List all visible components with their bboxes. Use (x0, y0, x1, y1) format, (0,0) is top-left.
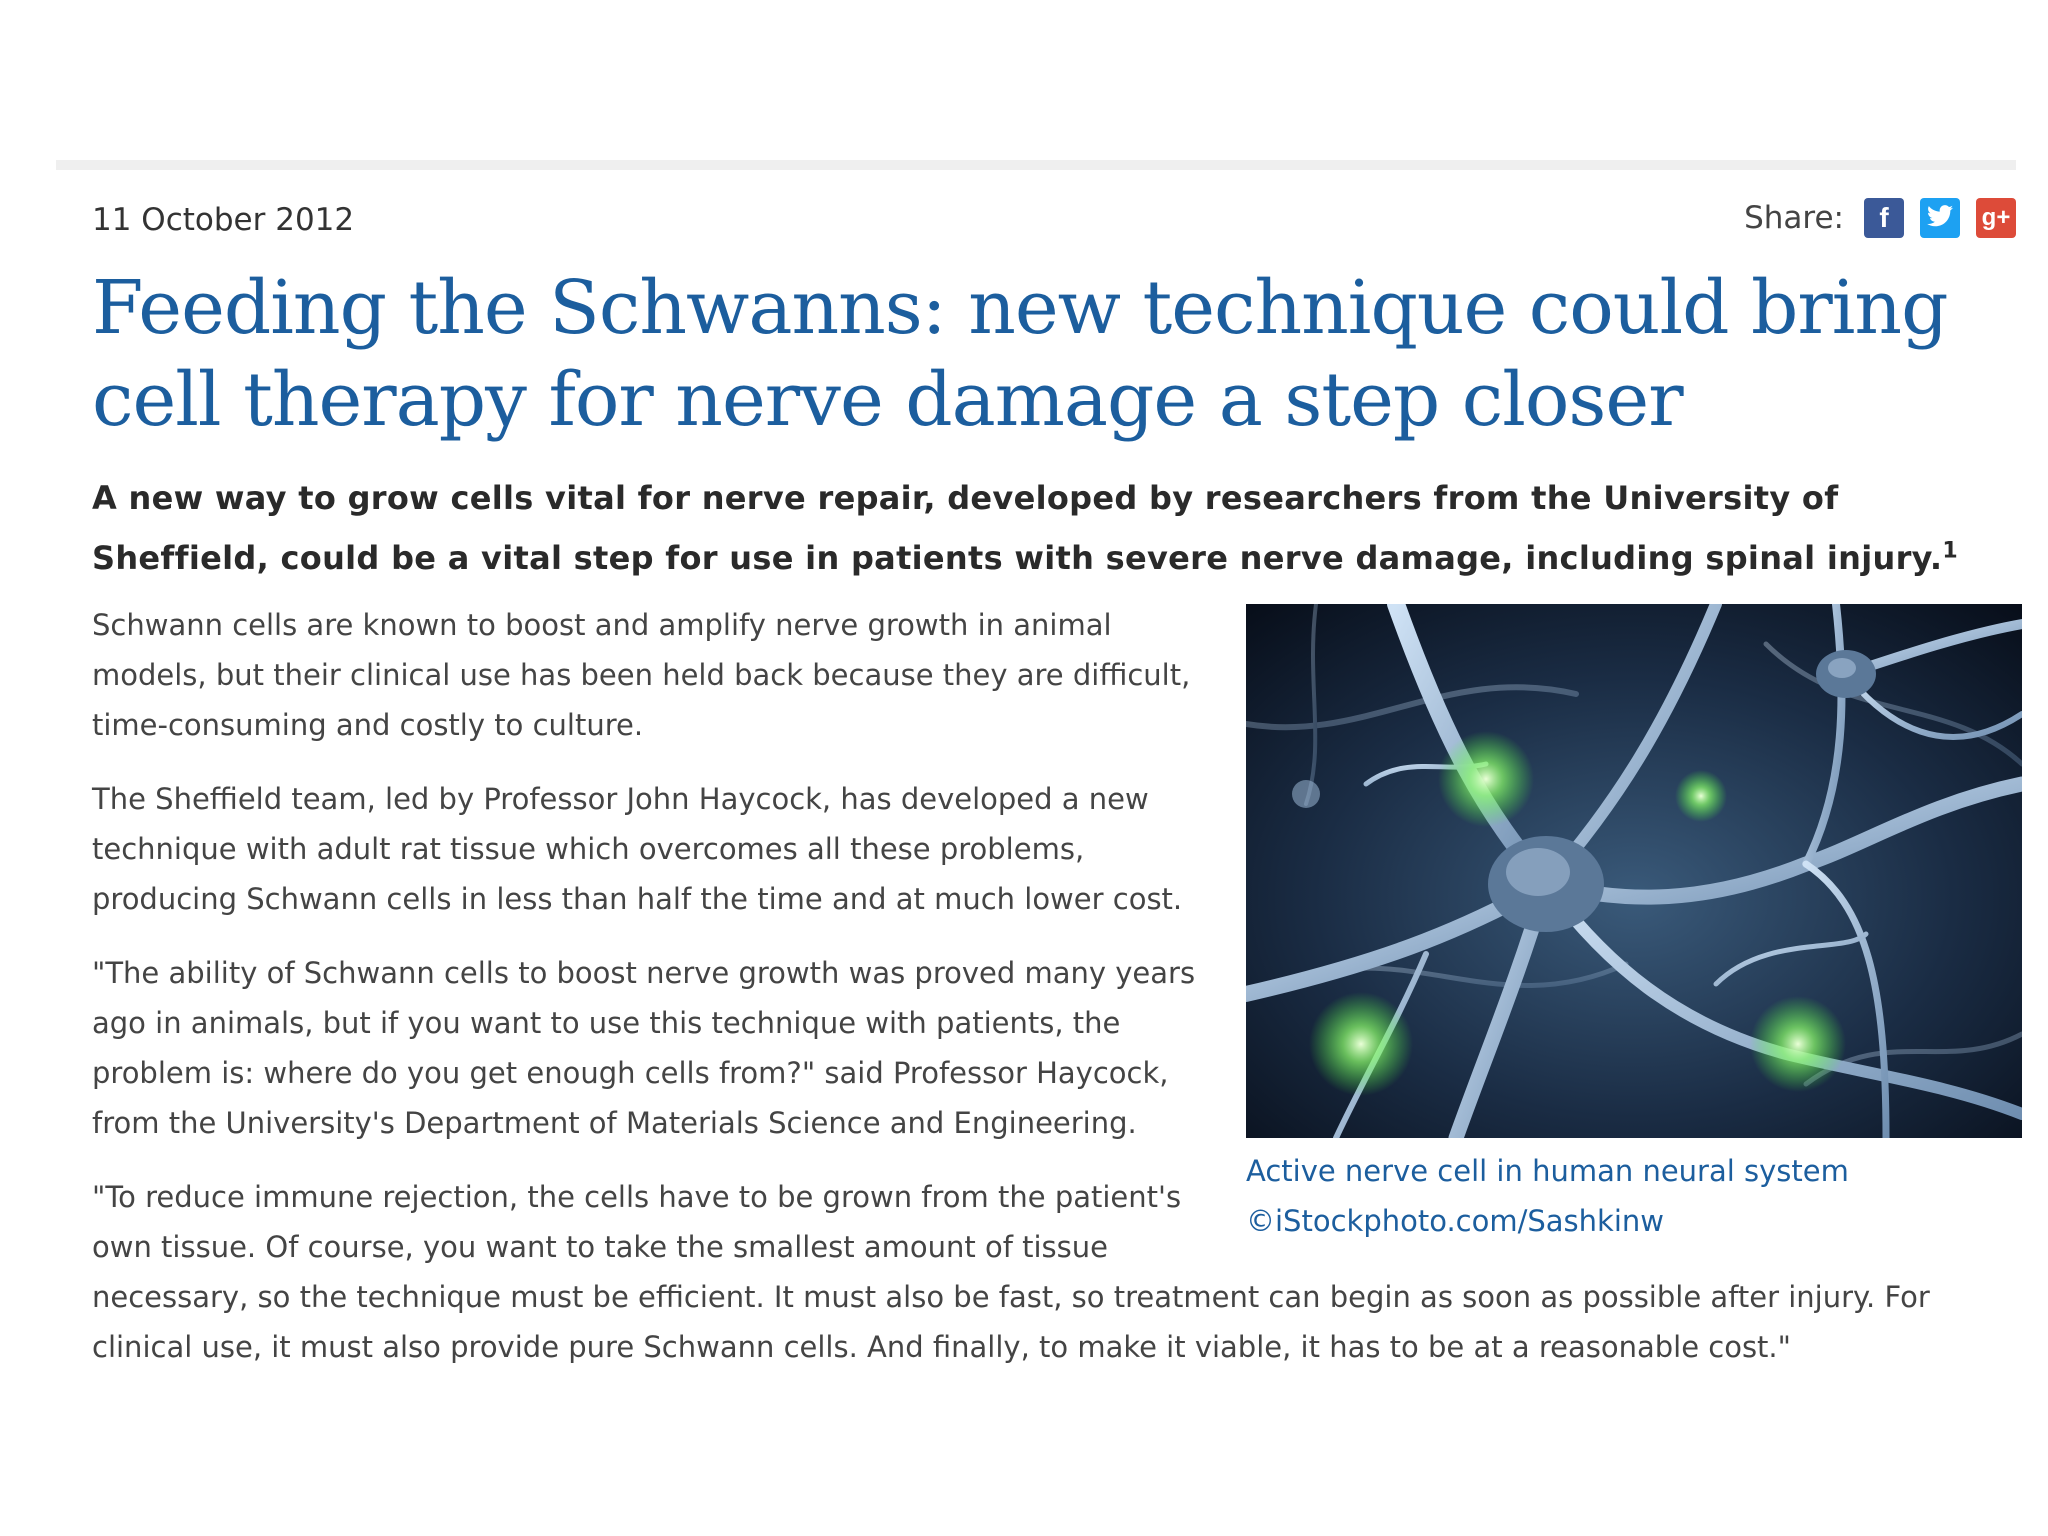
caption-credit: ©iStockphoto.com/Sashkinw (1246, 1204, 1664, 1238)
article-body (92, 600, 2022, 1396)
google-plus-icon: g+ (1981, 204, 2011, 231)
facebook-share-button[interactable] (1864, 198, 1904, 238)
figure-caption (1246, 1146, 2022, 1246)
body-paragraph: The Sheffield team, led by Professor John Haycock, has developed a new technique with adult rat tissue which overcomes all these problems, producing Schwann cells in less than half the time and at much lower cost. (92, 782, 1183, 916)
twitter-share-button[interactable] (1920, 198, 1960, 238)
article-figure (1246, 604, 2022, 1246)
share-bar (1744, 198, 2016, 238)
google-plus-share-button[interactable] (1976, 198, 2016, 238)
article-headline: Feeding the Schwanns: new technique could bring cell therapy for nerve damage a step closer (92, 265, 1948, 443)
standfirst-text: A new way to grow cells vital for nerve repair, developed by researchers from the University of Sheffield, could be a vital step for use in patients with severe nerve damage, including spinal injury. (92, 479, 1943, 577)
footnote-marker[interactable]: 1 (1942, 538, 1958, 564)
facebook-icon: f (1879, 202, 1889, 233)
twitter-icon (1927, 204, 1953, 232)
nerve-cell-image (1246, 604, 2022, 1138)
caption-title: Active nerve cell in human neural system (1246, 1154, 1849, 1188)
share-label: Share: (1744, 200, 1844, 236)
body-paragraph: "To reduce immune rejection, the cells have to be grown from the patient's own tissue. Of course, you want to take the smallest amount of tissue necessary, so the technique must be efficient. It must also be fast, so treatment can begin as soon as possible after injury. For clinical use, it must also provide pure Schwann cells. And finally, to make it viable, it has to be at a reasonable cost." (92, 1180, 1930, 1364)
top-divider (56, 160, 2016, 170)
article-standfirst (92, 468, 1992, 588)
article-date: 11 October 2012 (92, 202, 355, 238)
body-paragraph: "The ability of Schwann cells to boost nerve growth was proved many years ago in animals, but if you want to use this technique with patients, the problem is: where do you get enough cells from?" said Professor Haycock, from the University's Department of Materials Science and Engineering. (92, 956, 1196, 1140)
body-paragraph: Schwann cells are known to boost and amplify nerve growth in animal models, but their clinical use has been held back because they are difficult, time-consuming and costly to culture. (92, 608, 1191, 742)
